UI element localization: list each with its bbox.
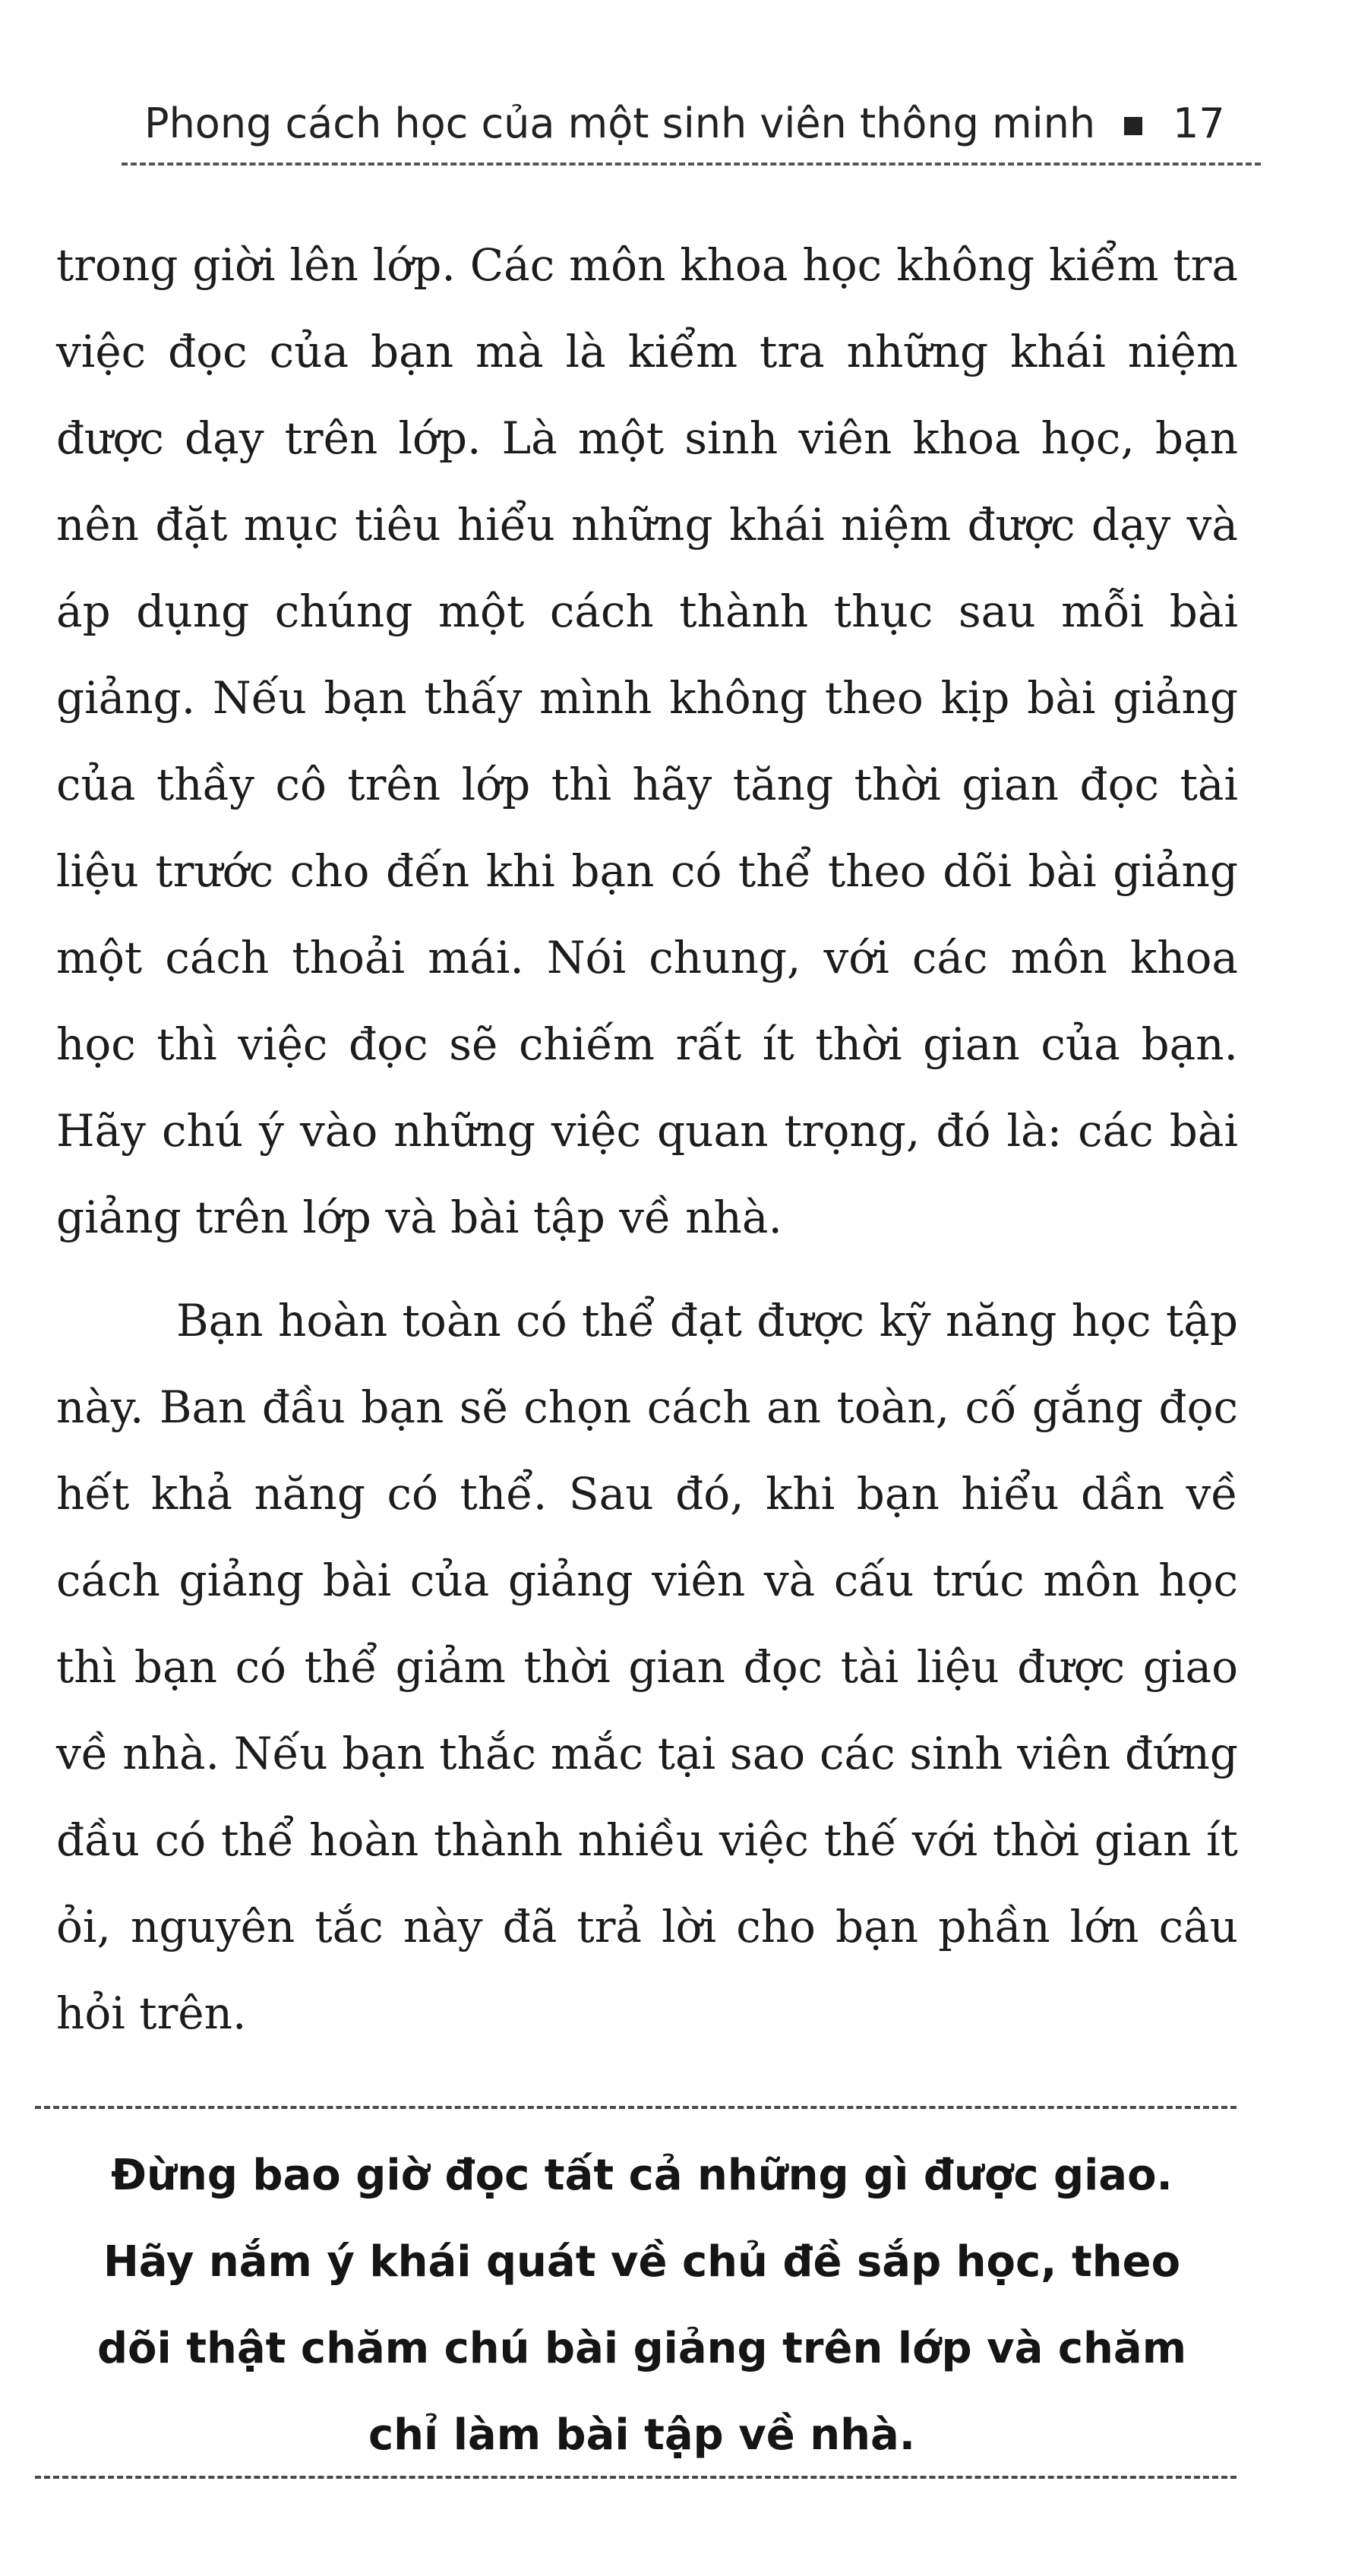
paragraph-2: Bạn hoàn toàn có thể đạt được kỹ năng học tập này. Ban đầu bạn sẽ chọn cách an toàn, cố gắng đọc hết khả năng có thể. Sau đó, khi bạn hiểu dần về cách giảng bài của giảng viên và cấu trúc môn học thì bạn có thể giảm thời gian đọc tài liệu được giao về nhà. Nếu bạn thắc mắc tại sao các sinh viên đứng đầu có thể hoàn thành nhiều việc thế với thời gian ít ỏi, nguyên tắc này đã trả lời cho bạn phần lớn câu hỏi trên.	[56, 1295, 1238, 2039]
running-header-title: Phong cách học của một sinh viên thông minh	[144, 99, 1096, 147]
callout-bottom-dashed-rule	[35, 2476, 1237, 2479]
header-dashed-rule	[122, 163, 1261, 166]
square-bullet-icon	[1124, 117, 1142, 135]
running-header	[144, 90, 1223, 158]
paragraph-1: trong giời lên lớp. Các môn khoa học không kiểm tra việc đọc của bạn mà là kiểm tra những khái niệm được dạy trên lớp. Là một sinh viên khoa học, bạn nên đặt mục tiêu hiểu những khái niệm được dạy và áp dụng chúng một cách thành thục sau mỗi bài giảng. Nếu bạn thấy mình không theo kịp bài giảng của thầy cô trên lớp thì hãy tăng thời gian đọc tài liệu trước cho đến khi bạn có thể theo dõi bài giảng một cách thoải mái. Nói chung, với các môn khoa học thì việc đọc sẽ chiếm rất ít thời gian của bạn. Hãy chú ý vào những việc quan trọng, đó là: các bài giảng trên lớp và bài tập về nhà.	[56, 239, 1238, 1243]
callout-top-dashed-rule	[35, 2106, 1237, 2109]
body-text	[56, 222, 1238, 2057]
page-number: 17	[1173, 99, 1225, 147]
callout-box-text: Đừng bao giờ đọc tất cả những gì được giao. Hãy nắm ý khái quát về chủ đề sắp học, theo dõi thật chăm chú bài giảng trên lớp và chăm chỉ làm bài tập về nhà.	[96, 2151, 1187, 2460]
